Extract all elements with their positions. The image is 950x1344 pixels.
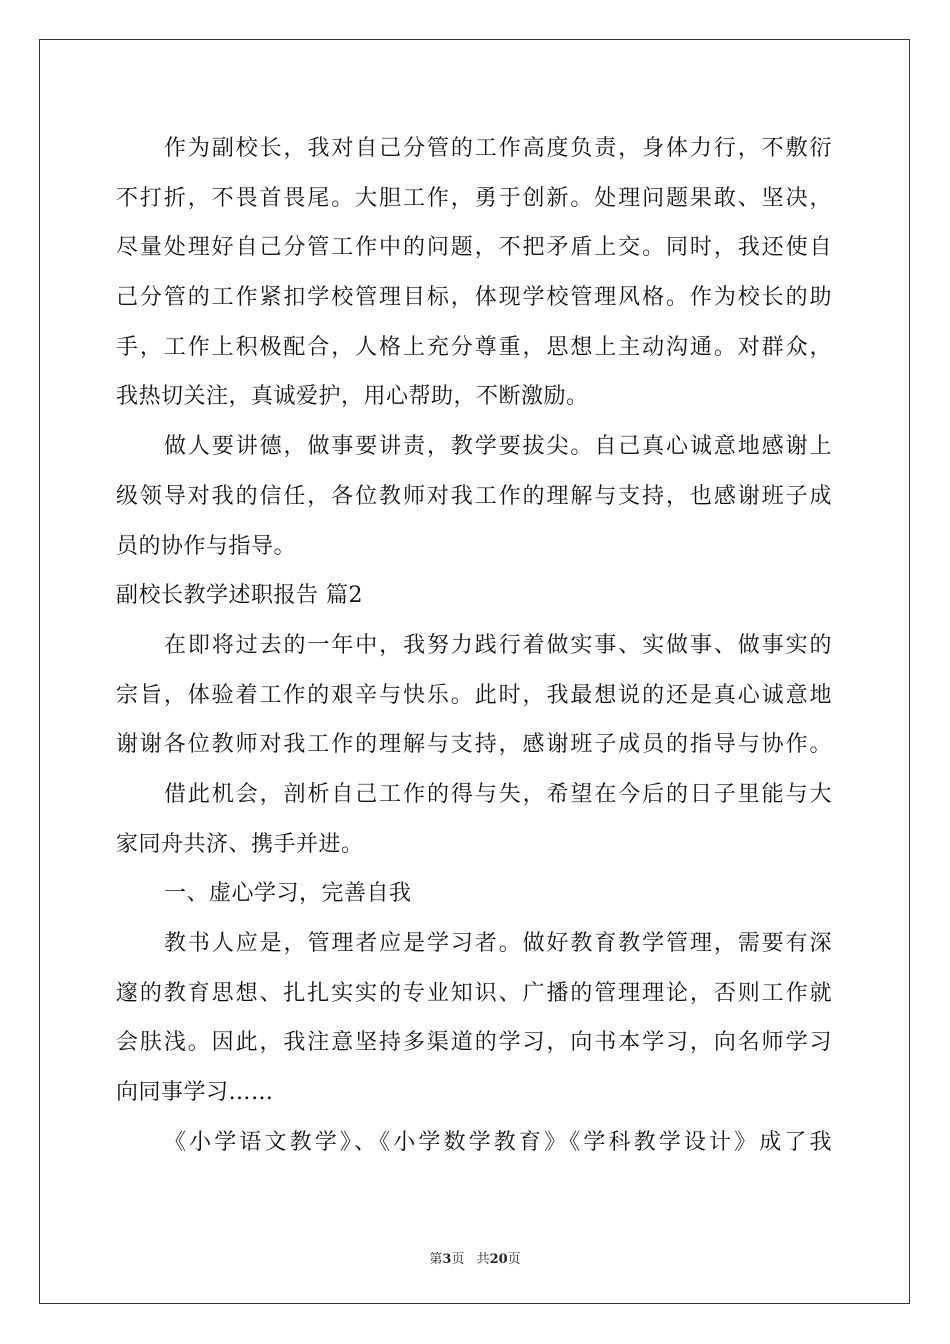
text-line: 在即将过去的一年中，我努力践行着做实事、实做事、做事实的 bbox=[164, 632, 832, 658]
text-line: 作为副校长，我对自己分管的工作高度负责，身体力行，不敷衍 bbox=[164, 136, 832, 161]
subsection-heading: 一、虚心学习，完善自我 bbox=[164, 881, 412, 907]
text-line: 《小学语文教学》、《小学数学教育》《学科教学设计》成了我 bbox=[164, 1129, 832, 1155]
text-line: 手，工作上积极配合，人格上充分尊重，思想上主动沟通。对群众， bbox=[116, 334, 832, 360]
text-line: 邃的教育思想、扎扎实实的专业知识、广播的管理理论，否则工作就 bbox=[116, 980, 832, 1006]
document-body bbox=[116, 124, 832, 1167]
section-heading: 副校长教学述职报告 篇2 bbox=[116, 583, 363, 609]
total-indicator bbox=[477, 1252, 521, 1267]
text-line: 尽量处理好自己分管工作中的问题，不把矛盾上交。同时，我还使自 bbox=[116, 235, 832, 261]
text-line: 不打折，不畏首畏尾。大胆工作，勇于创新。处理问题果敢、坚决， bbox=[116, 185, 832, 211]
total-pages: 20 bbox=[489, 1252, 508, 1267]
text-line: 我热切关注，真诚爱护，用心帮助，不断激励。 bbox=[116, 384, 589, 410]
text-line: 员的协作与指导。 bbox=[116, 533, 297, 559]
page-footer bbox=[0, 1248, 950, 1267]
page-indicator bbox=[429, 1252, 464, 1267]
text-line: 做人要讲德，做事要讲责，教学要拔尖。自己真心诚意地感谢上 bbox=[164, 434, 832, 460]
page-number: 3 bbox=[442, 1252, 452, 1267]
text-line: 向同事学习…… bbox=[116, 1080, 274, 1106]
text-line: 会肤浅。因此，我注意坚持多渠道的学习，向书本学习，向名师学习 bbox=[116, 1030, 832, 1056]
text-line: 级领导对我的信任，各位教师对我工作的理解与支持，也感谢班子成 bbox=[116, 483, 832, 509]
total-unit: 页 bbox=[507, 1252, 521, 1267]
total-prefix: 共 bbox=[476, 1252, 490, 1267]
page-prefix: 第 bbox=[429, 1252, 443, 1267]
page-unit: 页 bbox=[451, 1252, 465, 1267]
text-line: 教书人应是，管理者应是学习者。做好教育教学管理，需要有深 bbox=[164, 931, 832, 956]
text-line: 谢谢各位教师对我工作的理解与支持，感谢班子成员的指导与协作。 bbox=[116, 732, 832, 758]
text-line: 借此机会，剖析自己工作的得与失，希望在今后的日子里能与大 bbox=[164, 781, 832, 807]
text-line: 宗旨，体验着工作的艰辛与快乐。此时，我最想说的还是真心诚意地 bbox=[116, 682, 832, 708]
text-line: 己分管的工作紧扣学校管理目标，体现学校管理风格。作为校长的助 bbox=[116, 285, 832, 311]
text-line: 家同舟共济、携手并进。 bbox=[116, 831, 364, 857]
